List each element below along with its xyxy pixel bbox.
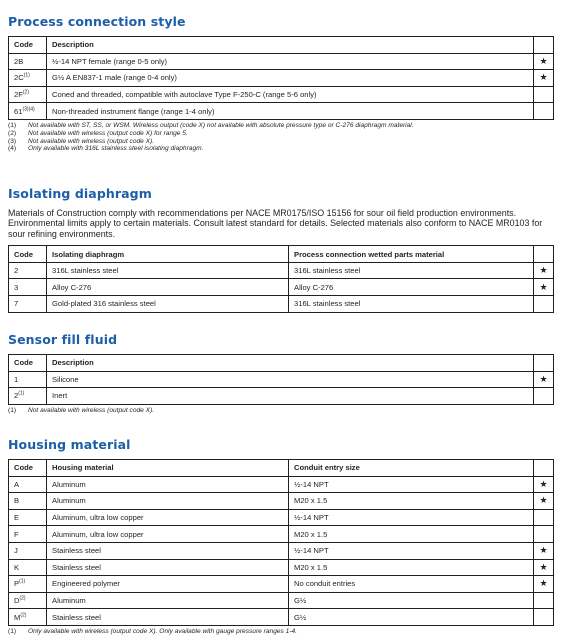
code-value: A <box>14 479 20 489</box>
table-row <box>9 592 554 609</box>
star-icon <box>534 509 554 526</box>
column-header-code: Code <box>9 246 47 263</box>
table-row <box>9 576 554 593</box>
isolating-diaphragm-section <box>8 186 553 313</box>
table-header-row <box>9 37 554 54</box>
code-value: 2B <box>14 56 24 66</box>
table-row <box>9 86 554 103</box>
star-icon <box>534 609 554 626</box>
star-icon: ★ <box>534 53 554 70</box>
footnote-number: (1) <box>8 406 17 414</box>
footnote-number: (4) <box>8 145 17 153</box>
code-value: P <box>14 579 20 589</box>
column-header-code: Code <box>9 460 47 477</box>
conduit-entry-cell: G½ <box>289 609 534 626</box>
wetted-material-cell: 316L stainless steel <box>289 262 534 279</box>
housing-material-cell: Stainless steel <box>47 542 289 559</box>
code-cell <box>9 296 47 313</box>
footnote <box>8 122 553 130</box>
star-icon <box>534 388 554 405</box>
section-title-sensor-fill: Sensor fill fluid <box>8 332 118 347</box>
code-cell <box>9 70 47 87</box>
column-header-description: Description <box>47 355 534 372</box>
code-cell <box>9 476 47 493</box>
wetted-material-cell: Alloy C-276 <box>289 279 534 296</box>
housing-material-cell: Engineered polymer <box>47 576 289 593</box>
star-icon <box>534 103 554 120</box>
column-header-star <box>534 460 554 477</box>
footnote-ref: (2) <box>19 595 26 602</box>
star-icon: ★ <box>534 542 554 559</box>
footnote-ref: (1) <box>19 578 26 585</box>
diaphragm-material-cell: Alloy C-276 <box>47 279 289 296</box>
star-icon: ★ <box>534 559 554 576</box>
star-icon: ★ <box>534 576 554 593</box>
code-value: 3 <box>14 282 19 292</box>
table-row <box>9 609 554 626</box>
code-value: 2F <box>14 90 23 100</box>
footnote-ref: (2) <box>20 612 27 619</box>
housing-material-cell: Stainless steel <box>47 559 289 576</box>
code-value: J <box>14 546 18 556</box>
conduit-entry-cell: No conduit entries <box>289 576 534 593</box>
code-cell <box>9 53 47 70</box>
table-row <box>9 509 554 526</box>
code-cell <box>9 262 47 279</box>
code-cell <box>9 371 47 388</box>
star-icon: ★ <box>534 262 554 279</box>
footnote-ref: (2) <box>22 89 29 96</box>
diaphragm-material-cell: 316L stainless steel <box>47 262 289 279</box>
footnote-text: Only available with wireless (output code X). Only available with gauge pressure ranges 1-4. <box>28 627 298 635</box>
table-row <box>9 103 554 120</box>
footnote <box>8 407 553 415</box>
isolating-diaphragm-intro: Materials of Construction comply with recommendations per NACE MR0175/ISO 15156 for sour oil field production environments. Environmental limits apply to certain materials. Consult latest standard for details. Selected materials also conform to NACE MR0103 for sour refining environments. <box>8 208 543 239</box>
code-cell <box>9 609 47 626</box>
description-cell: ½-14 NPT female (range 0-5 only) <box>47 53 534 70</box>
column-header-star <box>534 37 554 54</box>
code-cell <box>9 86 47 103</box>
star-icon <box>534 86 554 103</box>
table-row <box>9 493 554 510</box>
column-header-isolating-diaphragm: Isolating diaphragm <box>47 246 289 263</box>
code-cell <box>9 279 47 296</box>
code-value: 2C <box>14 73 24 83</box>
conduit-entry-cell: ½-14 NPT <box>289 509 534 526</box>
table-row <box>9 526 554 543</box>
sensor-fill-footnotes <box>8 407 553 415</box>
code-value: M <box>14 612 21 622</box>
table-row <box>9 476 554 493</box>
table-header-row <box>9 355 554 372</box>
table-row <box>9 70 554 87</box>
column-header-star <box>534 355 554 372</box>
footnote-number: (1) <box>8 121 17 129</box>
table-row <box>9 542 554 559</box>
conduit-entry-cell: G½ <box>289 592 534 609</box>
footnote-ref: (1) <box>23 72 30 79</box>
footnote-number: (3) <box>8 137 17 145</box>
table-row <box>9 279 554 296</box>
footnote-text: Not available with wireless (output code X). <box>28 406 155 414</box>
code-value: K <box>14 562 20 572</box>
description-cell: Silicone <box>47 371 534 388</box>
star-icon <box>534 526 554 543</box>
conduit-entry-cell: ½-14 NPT <box>289 542 534 559</box>
code-value: 61 <box>14 106 23 116</box>
code-value: 1 <box>14 374 19 384</box>
housing-material-cell: Aluminum <box>47 592 289 609</box>
star-icon: ★ <box>534 371 554 388</box>
code-cell <box>9 493 47 510</box>
star-icon: ★ <box>534 476 554 493</box>
housing-material-cell: Stainless steel <box>47 609 289 626</box>
footnote-text: Not available with ST, SS, or WSM. Wireless output (code X) not available with absolute pressure type or C-276 diaphragm material. <box>28 121 414 129</box>
code-cell <box>9 388 47 405</box>
process-connection-table <box>8 36 554 120</box>
process-connection-section <box>8 14 553 153</box>
conduit-entry-cell: M20 x 1.5 <box>289 559 534 576</box>
table-header-row <box>9 246 554 263</box>
footnote <box>8 145 553 153</box>
star-icon <box>534 296 554 313</box>
table-row <box>9 262 554 279</box>
description-cell: G½ A EN837-1 male (range 0-4 only) <box>47 70 534 87</box>
table-row <box>9 296 554 313</box>
code-cell <box>9 509 47 526</box>
footnote-ref: (3)(4) <box>22 106 35 113</box>
footnote-number: (2) <box>8 129 17 137</box>
footnote <box>8 138 553 146</box>
code-cell <box>9 559 47 576</box>
code-value: B <box>14 496 20 506</box>
star-icon: ★ <box>534 70 554 87</box>
column-header-description: Description <box>47 37 534 54</box>
code-cell <box>9 542 47 559</box>
table-row <box>9 388 554 405</box>
table-row <box>9 371 554 388</box>
code-value: 2 <box>14 266 19 276</box>
footnote-ref: (1) <box>18 390 25 397</box>
wetted-material-cell: 316L stainless steel <box>289 296 534 313</box>
conduit-entry-cell: M20 x 1.5 <box>289 493 534 510</box>
column-header-conduit-entry: Conduit entry size <box>289 460 534 477</box>
code-value: E <box>14 513 20 523</box>
description-cell: Coned and threaded, compatible with autoclave Type F-250-C (range 5-6 only) <box>47 86 534 103</box>
section-title-isolating-diaphragm: Isolating diaphragm <box>8 186 152 201</box>
process-connection-footnotes <box>8 122 553 153</box>
description-cell: Inert <box>47 388 534 405</box>
code-cell <box>9 526 47 543</box>
section-title-process-connection: Process connection style <box>8 14 186 29</box>
diaphragm-material-cell: Gold-plated 316 stainless steel <box>47 296 289 313</box>
footnote-number: (1) <box>8 627 17 635</box>
housing-material-cell: Aluminum, ultra low copper <box>47 509 289 526</box>
code-value: D <box>14 596 20 606</box>
isolating-diaphragm-table <box>8 245 554 312</box>
conduit-entry-cell: M20 x 1.5 <box>289 526 534 543</box>
description-cell: Non-threaded instrument flange (range 1-4 only) <box>47 103 534 120</box>
code-cell <box>9 592 47 609</box>
column-header-star <box>534 246 554 263</box>
housing-material-cell: Aluminum <box>47 476 289 493</box>
conduit-entry-cell: ½-14 NPT <box>289 476 534 493</box>
housing-material-cell: Aluminum, ultra low copper <box>47 526 289 543</box>
housing-material-table <box>8 459 554 626</box>
footnote-text: Not available with wireless (output code X). <box>28 137 155 145</box>
section-title-housing-material: Housing material <box>8 437 131 452</box>
housing-material-cell: Aluminum <box>47 493 289 510</box>
code-cell <box>9 576 47 593</box>
code-value: 7 <box>14 299 19 309</box>
housing-material-footnotes <box>8 628 553 636</box>
code-value: F <box>14 529 19 539</box>
sensor-fill-table <box>8 354 554 405</box>
column-header-wetted-parts: Process connection wetted parts material <box>289 246 534 263</box>
column-header-code: Code <box>9 37 47 54</box>
footnote-text: Only available with 316L stainless steel isolating diaphragm. <box>28 145 204 153</box>
sensor-fill-section <box>8 332 553 415</box>
column-header-code: Code <box>9 355 47 372</box>
star-icon: ★ <box>534 279 554 296</box>
table-header-row <box>9 460 554 477</box>
footnote <box>8 130 553 138</box>
star-icon: ★ <box>534 493 554 510</box>
code-value: 2 <box>14 391 19 401</box>
footnote-text: Not available with wireless (output code X) for range 5. <box>28 129 188 137</box>
table-row <box>9 53 554 70</box>
footnote <box>8 628 553 636</box>
column-header-housing-material: Housing material <box>47 460 289 477</box>
housing-material-section <box>8 437 553 636</box>
table-row <box>9 559 554 576</box>
star-icon <box>534 592 554 609</box>
code-cell <box>9 103 47 120</box>
